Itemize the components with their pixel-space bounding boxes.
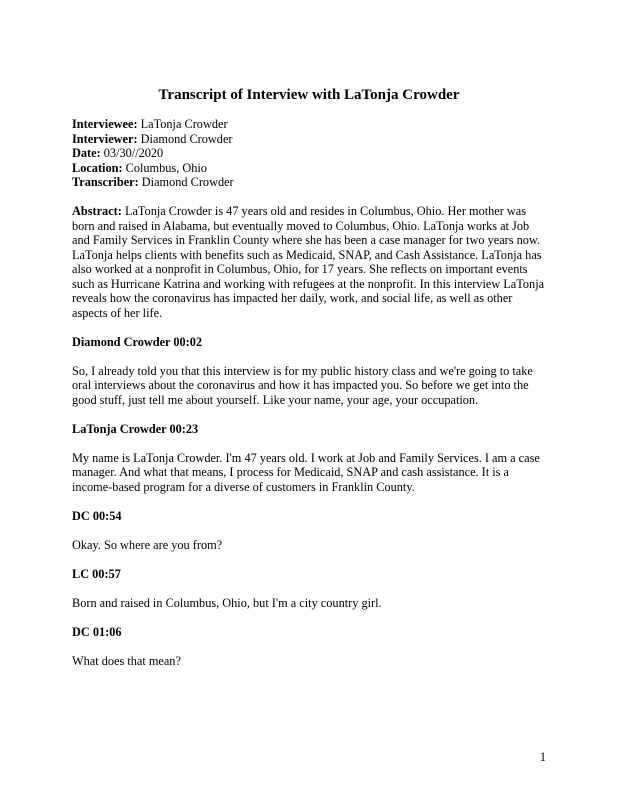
- transcript-paragraph: What does that mean?: [72, 653, 181, 668]
- abstract-text: LaTonja Crowder is 47 years old and resides in Columbus, Ohio. Her mother was born and raised in Alabama, but eventually moved to Columbus, Ohio. LaTonja works at Job and Family Services in Franklin County where she has been a case manager for two years now. LaTonja helps clients with benefits such as Medicaid, SNAP, and Cash Assistance. LaTonja has also worked at a nonprofit in Columbus, Ohio, for 17 years. She reflects on important events such as Hurricane Katrina and working with refugees at the nonprofit. In this interview LaTonja reveals how the coronavirus has impacted her daily, work, and social life, as well as other aspects of her life.: [72, 204, 545, 320]
- speaker-heading: DC 00:54: [72, 508, 122, 523]
- speaker-heading: DC 01:06: [72, 624, 122, 639]
- metadata-label: Location:: [72, 160, 123, 175]
- metadata-value: LaTonja Crowder: [140, 117, 228, 131]
- metadata-value: Diamond Crowder: [140, 131, 233, 146]
- metadata-line-interviewee: [72, 117, 546, 132]
- metadata-block: [72, 117, 546, 190]
- metadata-label: Interviewer:: [72, 131, 138, 146]
- document-content: [72, 86, 546, 683]
- page-number: 1: [539, 749, 546, 764]
- metadata-line-transcriber: [72, 175, 546, 190]
- transcript-paragraph: Born and raised in Columbus, Ohio, but I'm a city country girl.: [72, 595, 382, 610]
- metadata-value: 03/30//2020: [103, 146, 164, 160]
- metadata-label: Interviewee:: [72, 117, 138, 131]
- metadata-label: Date:: [72, 146, 101, 160]
- speaker-heading: Diamond Crowder 00:02: [72, 334, 203, 349]
- metadata-label: Transcriber:: [72, 175, 139, 189]
- metadata-value: Columbus, Ohio: [125, 160, 207, 175]
- abstract-paragraph: [72, 204, 546, 320]
- abstract-label: Abstract:: [72, 204, 122, 218]
- speaker-heading: LaTonja Crowder 00:23: [72, 421, 199, 436]
- speaker-heading: LC 00:57: [72, 566, 121, 581]
- transcript-paragraph: So, I already told you that this interview is for my public history class and we're going to take oral interviews about the coronavirus and how it has impacted you. So before we get into the good stuff, just tell me about yourself. Like your name, your age, your occupation.: [72, 363, 533, 407]
- metadata-line-date: [72, 146, 546, 161]
- metadata-line-location: [72, 161, 546, 176]
- page-title: Transcript of Interview with LaTonja Crowder: [158, 87, 460, 103]
- transcript-paragraph: My name is LaTonja Crowder. I'm 47 years old. I work at Job and Family Services. I am a case manager. And what that means, I process for Medicaid, SNAP and cash assistance. It is a income-based program for a diverse of customers in Franklin County.: [72, 450, 540, 494]
- metadata-line-interviewer: [72, 132, 546, 147]
- metadata-value: Diamond Crowder: [141, 175, 234, 189]
- transcript-paragraph: Okay. So where are you from?: [72, 537, 223, 552]
